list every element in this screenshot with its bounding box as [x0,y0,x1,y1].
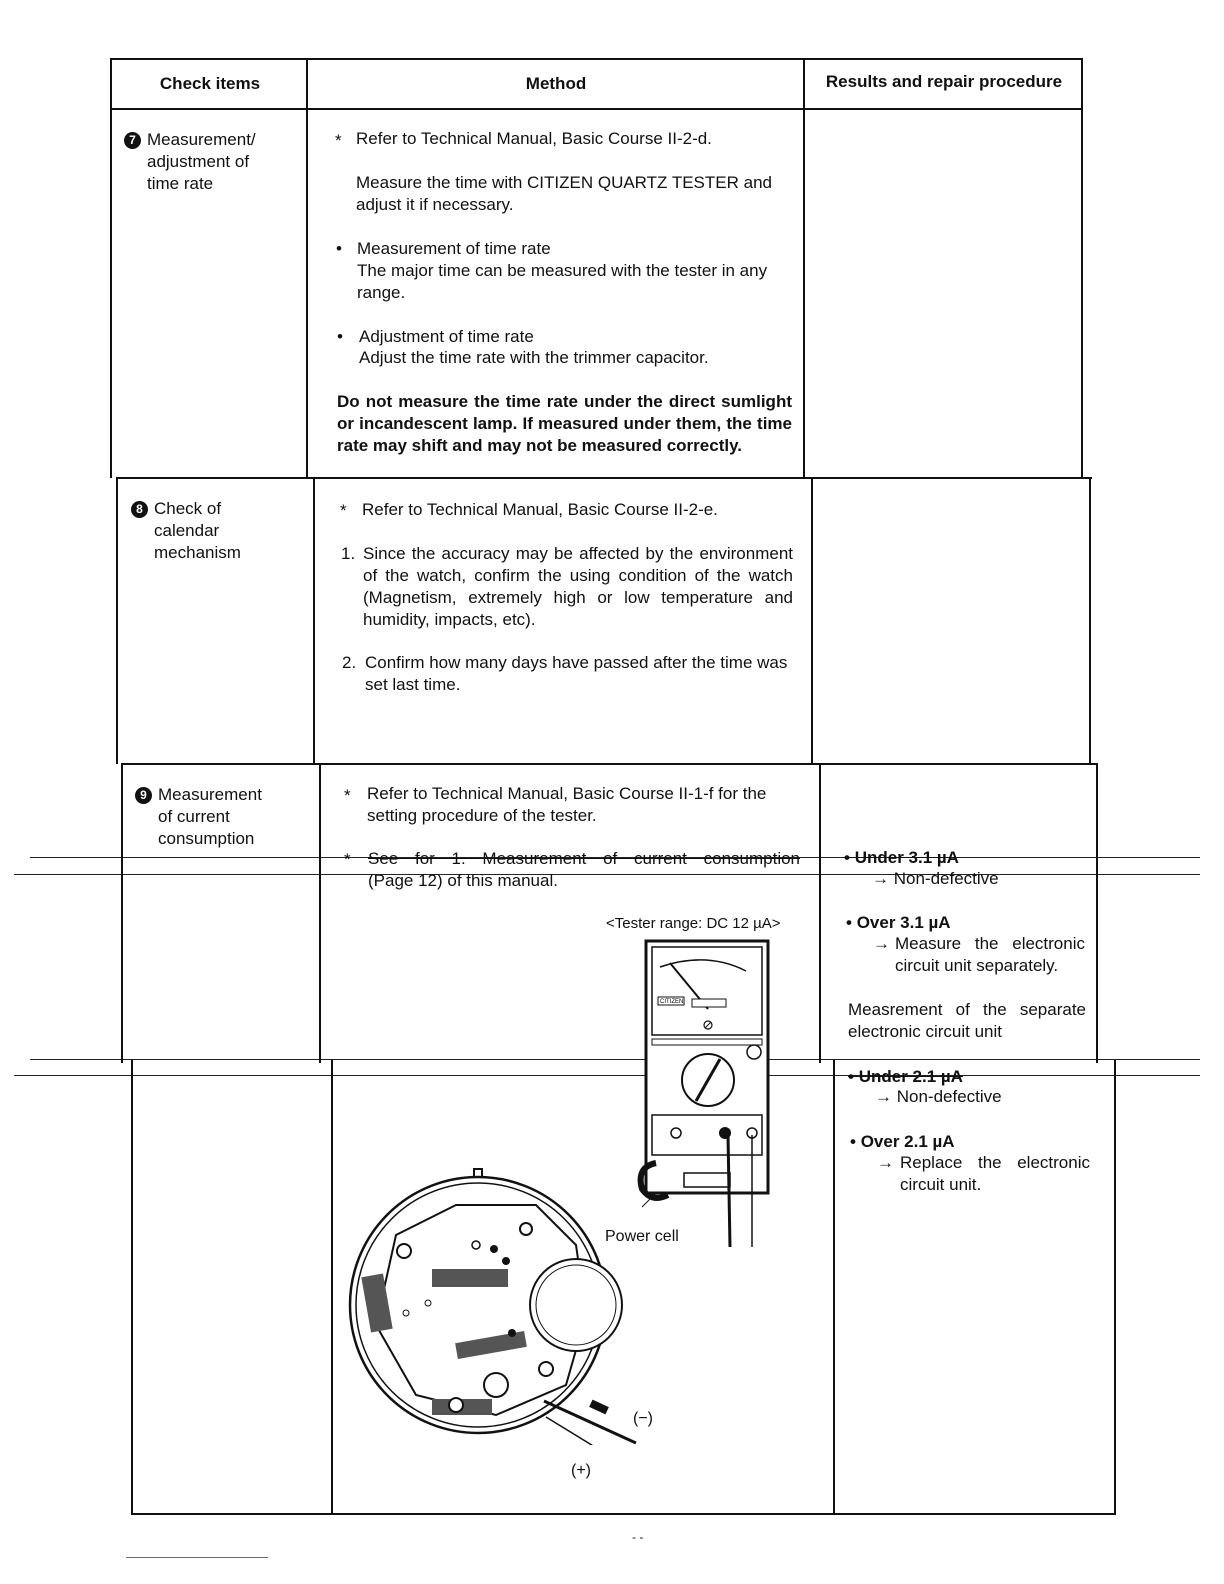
arrow-right-icon: → [875,1087,892,1106]
result-over-2-1-text-2: circuit unit. [900,1175,982,1194]
row9-see1: See for 1. Measurement of current consumption [368,849,801,868]
number-8-icon: 8 [131,501,148,518]
header-method: Method [525,74,587,93]
plus-probe-label: (+) [571,1462,591,1479]
row7-para1: Measure the time with CITIZEN QUARTZ TESTER and adjust it if necessary. [356,173,772,214]
row7-ref-asterisk: * [335,131,342,150]
row7-bullet1-dot: • [336,239,342,258]
row8-ref: Refer to Technical Manual, Basic Course II-2-e. [362,500,718,519]
separate-unit-text-2: electronic circuit unit [848,1022,1003,1041]
separate-unit-text-1: Measrement of the separate [848,1000,1086,1019]
page-footer: - - [632,1530,644,1544]
arrow-right-icon: → [877,1153,894,1172]
row9-check-item: 9 Measurement of current consumption [135,784,262,850]
result-under-3-1: • Under 3.1 µA [844,848,959,867]
result-over-2-1-text-1: Replace the electronic [900,1153,1090,1172]
number-9-icon: 9 [135,787,152,804]
row7-check-item: 7 Measurement/ adjustment of time rate [124,129,256,195]
result-under-3-1-text: → Non-defective [872,869,999,888]
row8-ref-asterisk: * [340,501,347,520]
header-results: Results and repair procedure [825,72,1063,91]
row9-see2: (Page 12) of this manual. [368,871,558,890]
result-under-2-1: • Under 2.1 µA [848,1067,963,1086]
row7-bullet1-title: Measurement of time rate [357,239,551,258]
row8-step1: Since the accuracy may be affected by the environment of the watch, confirm the using condition of the watch (Magnetism, extremely high or low temperature and humidity, impacts, etc). [363,544,793,629]
watch-movement-illustration [346,1165,646,1445]
number-7-icon: 7 [124,132,141,149]
result-over-3-1-text-2: circuit unit separately. [895,956,1059,975]
meter-brand: CITIZEN [660,999,684,1005]
minus-probe-label: (−) [633,1410,653,1427]
footer-rule [126,1557,268,1558]
arrow-right-icon: → [872,869,889,888]
row7-ref: Refer to Technical Manual, Basic Course II-2-d. [356,129,712,148]
row7-bullet2-text: Adjust the time rate with the trimmer capacitor. [359,348,709,367]
row8-step2-num: 2. [342,653,357,672]
header-check-items: Check items [159,74,261,93]
result-over-3-1-text-1: Measure the electronic [895,934,1085,953]
arrow-right-icon: → [873,934,890,953]
row8-step1-num: 1. [341,544,356,563]
result-over-3-1-arrow [873,933,890,955]
row9-see-asterisk: * [344,850,351,869]
tester-range-label: <Tester range: DC 12 µA> [606,915,781,932]
result-over-3-1: • Over 3.1 µA [846,913,951,932]
row9-ref-asterisk: * [344,786,351,805]
result-over-2-1-arrow [877,1152,894,1174]
row7-warning: Do not measure the time rate under the direct sumlight or incandescent lamp. If measured under them, the time rate may shift and may not be measured correctly. [337,392,792,455]
result-over-2-1: • Over 2.1 µA [850,1132,955,1151]
result-under-2-1-text: → Non-defective [875,1087,1002,1106]
row8-check-item: 8 Check of calendar mechanism [131,498,241,564]
power-cell-label: Power cell [605,1228,679,1245]
row7-bullet2-dot: • [337,327,343,346]
row7-bullet2-title: Adjustment of time rate [359,327,534,346]
row8-step2: Confirm how many days have passed after the time was set last time. [365,653,788,694]
row7-bullet1-text: The major time can be measured with the tester in any range. [357,261,768,302]
row9-ref: Refer to Technical Manual, Basic Course II-1-f for the setting procedure of the tester. [367,784,767,825]
